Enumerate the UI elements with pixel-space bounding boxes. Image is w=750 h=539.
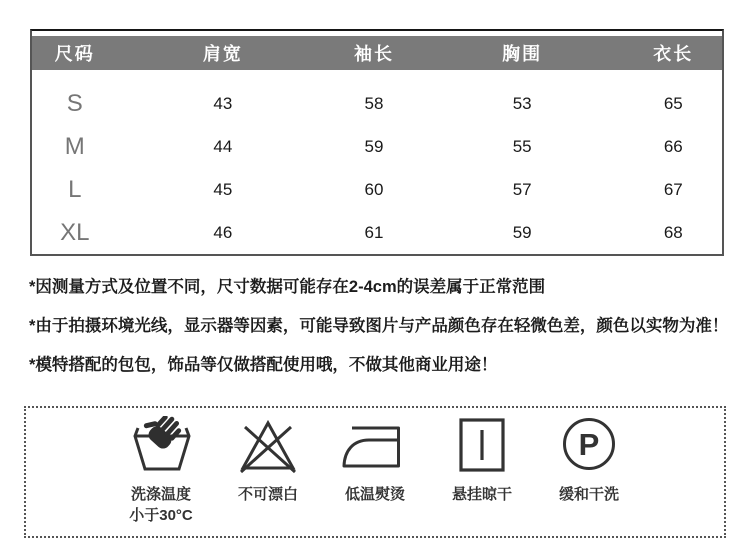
- table-header-length: 衣长: [653, 44, 694, 64]
- table-row: [32, 211, 722, 254]
- table-cell: 65: [663, 93, 683, 113]
- table-body: [32, 70, 722, 254]
- table-cell: 59: [364, 136, 384, 156]
- iron-low-icon: [339, 416, 411, 474]
- table-cell: 68: [663, 222, 683, 242]
- note-measurement-tolerance: *因测量方式及位置不同，尺寸数据可能存在2-4cm的误差属于正常范围: [29, 278, 546, 296]
- table-cell: 43: [213, 93, 233, 113]
- table-cell-size: L: [68, 175, 82, 203]
- table-header-sleeve: 袖长: [354, 44, 395, 64]
- table-cell: 57: [512, 179, 532, 199]
- table-header-bust: 胸围: [502, 44, 543, 64]
- no-bleach-icon: [232, 416, 304, 474]
- care-label-line1: 不可漂白: [237, 486, 298, 503]
- table-cell: 46: [213, 222, 233, 242]
- table-cell-size: M: [64, 132, 85, 160]
- table-cell: 44: [213, 136, 233, 156]
- dry-clean-icon: [553, 416, 625, 474]
- table-row: [32, 82, 722, 125]
- care-instructions-box: [24, 406, 726, 538]
- dry-clean-letter: P: [578, 427, 600, 462]
- table-cell: 45: [213, 179, 233, 199]
- care-label-line2: 小于30°C: [129, 507, 193, 524]
- table-header-row: [32, 36, 722, 70]
- note-accessories: *模特搭配的包包，饰品等仅做搭配使用哦，不做其他商业用途！: [29, 356, 498, 374]
- table-cell: 58: [364, 93, 384, 113]
- care-label-line1: 低温熨烫: [344, 486, 405, 503]
- care-label-line1: 缓和干洗: [558, 486, 619, 503]
- table-cell: 61: [364, 222, 384, 242]
- table-cell: 53: [512, 93, 532, 113]
- table-row: [32, 125, 722, 168]
- care-item-no-bleach: [216, 418, 320, 526]
- disclaimer-notes: [29, 278, 729, 395]
- table-cell: 59: [512, 222, 532, 242]
- table-header-size: 尺码: [54, 44, 95, 64]
- table-cell: 66: [663, 136, 683, 156]
- care-item-iron-low: [323, 418, 427, 526]
- table-cell-size: XL: [60, 218, 90, 246]
- hang-dry-icon: [446, 416, 518, 474]
- care-item-hang-dry: [430, 418, 534, 526]
- table-cell-size: S: [66, 89, 83, 117]
- hand-wash-icon: [125, 416, 197, 474]
- table-cell: 55: [512, 136, 532, 156]
- size-table: [30, 29, 724, 256]
- table-header-shoulder: 肩宽: [202, 44, 243, 64]
- table-cell: 67: [663, 179, 683, 199]
- care-label-line1: 悬挂晾干: [451, 486, 512, 503]
- table-row: [32, 168, 722, 211]
- note-color-difference: *由于拍摄环境光线，显示器等因素，可能导致图片与产品颜色存在轻微色差，颜色以实物为准！: [29, 317, 729, 335]
- care-item-hand-wash: [109, 418, 213, 526]
- table-cell: 60: [364, 179, 384, 199]
- care-item-dry-clean: [537, 418, 641, 526]
- care-label-line1: 洗涤温度: [130, 486, 191, 503]
